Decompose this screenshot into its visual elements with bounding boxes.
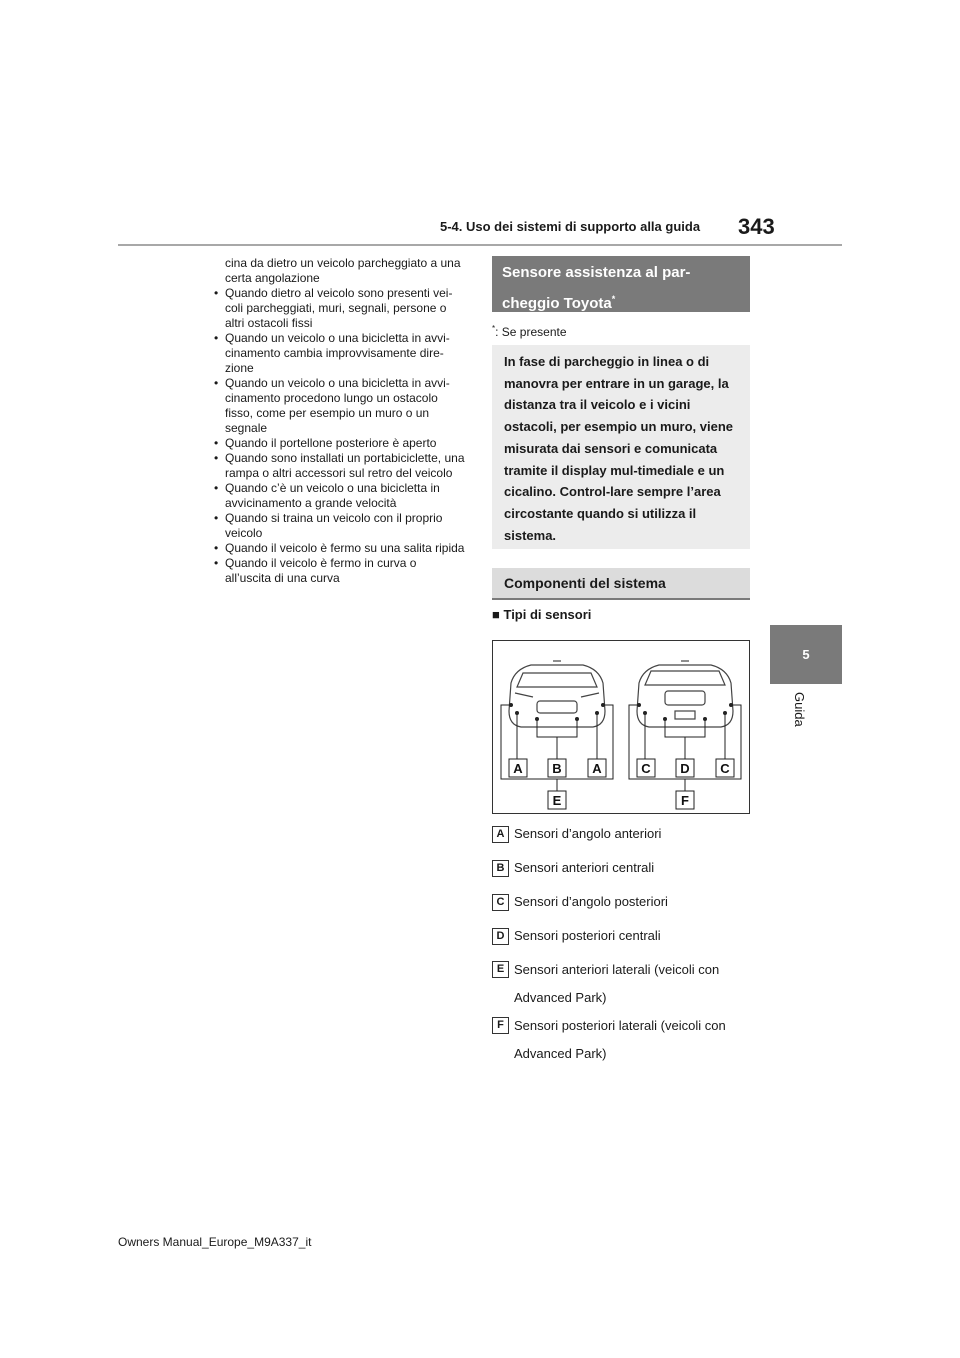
legend-text: Sensori d’angolo posteriori — [514, 894, 668, 909]
legend-text: Sensori posteriori laterali (veicoli con Advanced Park) — [514, 1018, 726, 1061]
diagram-label-e: E — [552, 793, 562, 808]
footer-doc-id: Owners Manual_Europe_M9A337_it — [118, 1235, 312, 1249]
sensor-diagram — [492, 640, 750, 814]
footnote-text: : Se presente — [495, 325, 567, 339]
legend-item — [492, 956, 762, 1012]
legend-key: C — [492, 894, 509, 911]
page-number: 343 — [738, 214, 775, 239]
section-heading: Componenti del sistema — [492, 568, 750, 600]
legend-text: Sensori posteriori centrali — [514, 928, 661, 943]
list-item: • Quando un veicolo o una bicicletta in avvi-cinamento cambia improvvisamente dire-zione — [213, 331, 465, 376]
legend-item — [492, 824, 762, 844]
legend-text: Sensori anteriori centrali — [514, 860, 655, 875]
legend-key: E — [492, 961, 509, 978]
list-item: • Quando un veicolo o una bicicletta in avvi-cinamento procedono lungo un ostacolo fisso, come per esempio un muro o un segnale — [213, 376, 465, 436]
footnote — [492, 324, 567, 339]
sub-heading-text: Tipi di sensori — [503, 607, 592, 622]
diagram-label-b: B — [552, 761, 562, 776]
list-item: • Quando c’è un veicolo o una bicicletta in avvicinamento a grande velocità — [213, 481, 465, 511]
legend-key: D — [492, 928, 509, 945]
continuation-text: cina da dietro un veicolo parcheggiato a una certa angolazione — [225, 256, 461, 285]
legend-key: F — [492, 1017, 509, 1034]
diagram-label-c: C — [641, 761, 651, 776]
legend-item — [492, 926, 762, 946]
legend-item — [492, 892, 762, 912]
car-sensor-illustration — [493, 641, 749, 813]
chapter-tab[interactable]: 5 — [770, 625, 842, 684]
legend-item — [492, 858, 762, 878]
list-item: • Quando il veicolo è fermo su una salita ripida — [213, 541, 465, 556]
sub-heading — [492, 607, 591, 622]
feature-title-mark: * — [611, 294, 616, 304]
intro-box: In fase di parcheggio in linea o di manovra per entrare in un garage, la distanza tra il veicolo e i vicini ostacoli, per esempio un muro, viene misurata dai sensori e comunicata tramite il display mul-timediale e un cicalino. Control-lare sempre l’area circostante quando si utilizza il sistema. — [492, 345, 750, 549]
legend-text: Sensori d’angolo anteriori — [514, 826, 662, 841]
legend-key: B — [492, 860, 509, 877]
list-item: • Quando il veicolo è fermo in curva o all’uscita di una curva — [213, 556, 465, 586]
condition-list — [213, 286, 465, 586]
list-item: • Quando il portellone posteriore è aperto — [213, 436, 465, 451]
chapter-label: Guida — [792, 692, 807, 727]
legend-text: Sensori anteriori laterali (veicoli con Advanced Park) — [514, 962, 720, 1005]
header-rule — [118, 244, 842, 246]
diagram-label-f: F — [681, 793, 689, 808]
sensor-legend — [492, 824, 762, 1072]
feature-title — [492, 256, 750, 312]
diagram-label-a: A — [592, 761, 602, 776]
footnote-mark: * — [492, 324, 496, 333]
diagram-label-a: A — [513, 761, 523, 776]
legend-key: A — [492, 826, 509, 843]
sub-heading-marker: ■ — [492, 607, 500, 622]
list-item: • Quando dietro al veicolo sono presenti vei-coli parcheggiati, muri, segnali, persone o altri ostacoli fissi — [213, 286, 465, 331]
list-item: • Quando si traina un veicolo con il proprio veicolo — [213, 511, 465, 541]
left-column — [213, 256, 465, 586]
section-title: 5-4. Uso dei sistemi di supporto alla guida — [440, 219, 701, 234]
diagram-label-c: C — [720, 761, 730, 776]
list-item: • Quando sono installati un portabiciclette, una rampa o altri accessori sul retro del veicolo — [213, 451, 465, 481]
feature-title-text: Sensore assistenza al par-cheggio Toyota — [502, 264, 691, 312]
legend-item — [492, 1012, 762, 1068]
diagram-label-d: D — [680, 761, 690, 776]
